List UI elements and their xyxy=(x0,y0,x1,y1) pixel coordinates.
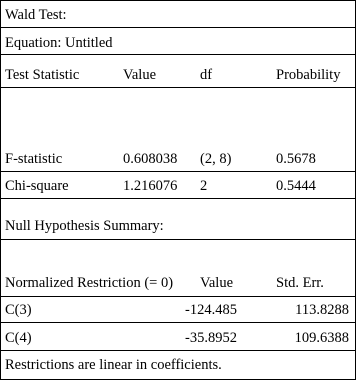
divider xyxy=(1,198,355,199)
col-header-value: Value xyxy=(123,67,157,83)
divider xyxy=(1,87,355,88)
restriction-value: -35.8952 xyxy=(185,330,237,346)
divider xyxy=(1,171,355,172)
col-header-test-statistic: Test Statistic xyxy=(5,67,80,83)
restriction-std-err: 113.8288 xyxy=(295,302,349,318)
null-hypothesis-header-row xyxy=(1,271,355,295)
stat-probability: 0.5444 xyxy=(276,178,316,194)
restriction-row-c4 xyxy=(1,326,355,350)
stat-name: F-statistic xyxy=(5,151,63,167)
restriction-value: -124.485 xyxy=(185,302,237,318)
footer-note: Restrictions are linear in coefficients. xyxy=(5,357,222,373)
col-header-value: Value xyxy=(200,275,234,291)
divider xyxy=(1,296,355,297)
stats-row-chi-square xyxy=(1,174,355,198)
stat-df: (2, 8) xyxy=(200,151,232,167)
test-title: Wald Test: xyxy=(5,7,67,23)
restriction-row-c3 xyxy=(1,298,355,322)
divider xyxy=(1,322,355,323)
col-header-probability: Probability xyxy=(276,67,341,83)
stat-df: 2 xyxy=(200,178,208,194)
stats-header-row xyxy=(1,63,355,87)
restriction-name: C(4) xyxy=(5,330,32,346)
equation-label: Equation: Untitled xyxy=(5,35,113,51)
stat-name: Chi-square xyxy=(5,178,69,194)
col-header-normalized-restriction: Normalized Restriction (= 0) xyxy=(5,275,174,291)
divider xyxy=(1,239,355,240)
null-hypothesis-heading-row xyxy=(1,214,355,238)
divider xyxy=(1,27,355,28)
stat-probability: 0.5678 xyxy=(276,151,316,167)
divider xyxy=(1,350,355,351)
stat-value: 0.608038 xyxy=(123,151,178,167)
restriction-name: C(3) xyxy=(5,302,32,318)
stats-row-f-statistic xyxy=(1,147,355,171)
equation-row xyxy=(1,31,355,55)
test-title-row xyxy=(1,3,355,27)
divider xyxy=(1,54,355,55)
footer-note-row xyxy=(1,353,355,377)
restriction-std-err: 109.6388 xyxy=(294,330,349,346)
null-hypothesis-heading: Null Hypothesis Summary: xyxy=(5,218,164,234)
stat-value: 1.216076 xyxy=(123,178,178,194)
col-header-std-err: Std. Err. xyxy=(276,275,324,291)
col-header-df: df xyxy=(200,67,213,83)
